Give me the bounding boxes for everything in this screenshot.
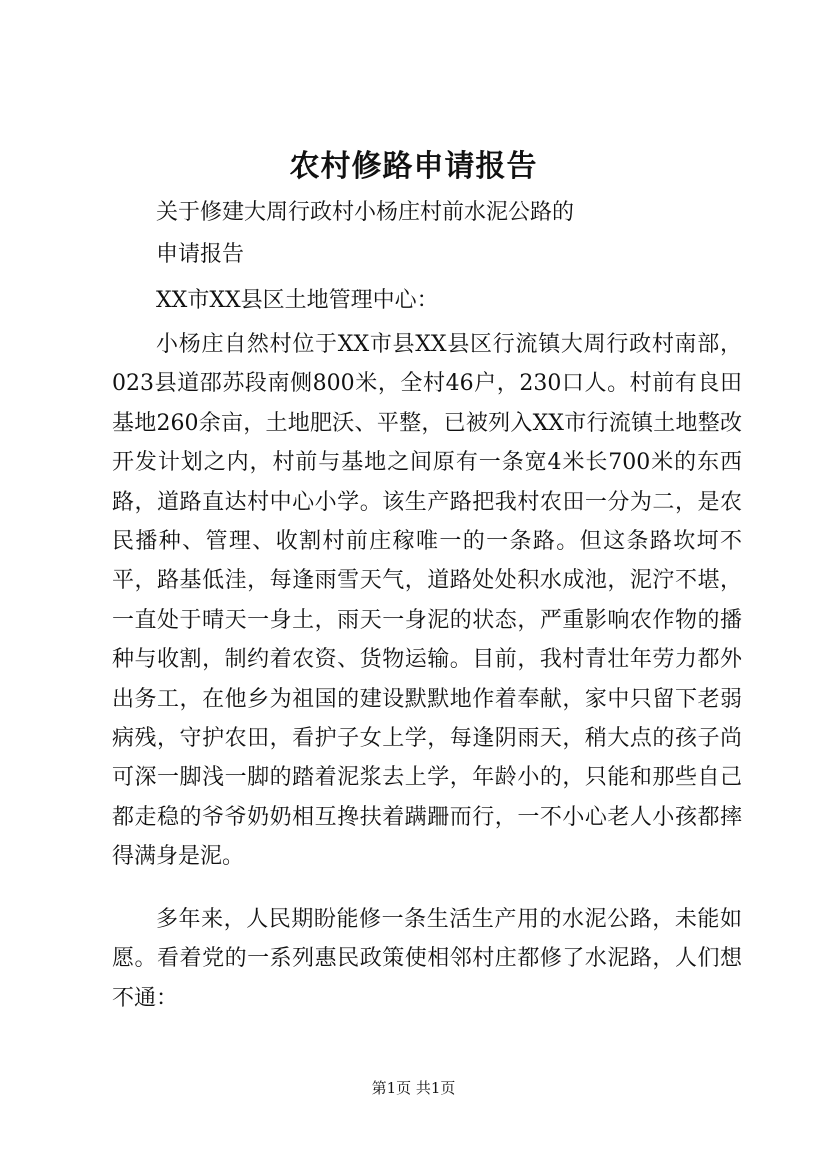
- document-title: 农村修路申请报告: [289, 149, 538, 184]
- subtitle-line-1: 关于修建大周行政村小杨庄村前水泥公路的: [156, 200, 575, 225]
- page-footer: 第1页 共1页: [371, 1079, 456, 1097]
- body-paragraph-1: 小杨庄自然村位于XX市县XX县区行流镇大周行政村南部，023县道邵苏段南侧800米，全村46户，230口人。村前有良田基地260余亩，土地肥沃、平整，已被列入XX市行流镇土地整改开发计划之内，村前与基地之间原有一条宽4米长700米的东西路，道路直达村中心小学。该生产路把我村农田一分为二，是农民播种、管理、收割村前庄稼唯一的一条路。但这条路坎坷不平，路基低洼，每逢雨雪天气，道路处处积水成池，泥泞不堪，一直处于晴天一身土，雨天一身泥的状态，严重影响农作物的播种与收割，制约着农资、货物运输。目前，我村青壮年劳力都外出务工，在他乡为祖国的建设默默地作着奉献，家中只留下老弱病残，守护农田，看护子女上学，每逢阴雨天，稍大点的孩子尚可深一脚浅一脚的踏着泥浆去上学，年龄小的，只能和那些自己都走稳的爷爷奶奶相互搀扶着蹒跚而行，一不小心老人小孩都摔得满身是泥。: [112, 332, 742, 870]
- addressee: XX市XX县区土地管理中心：: [156, 288, 439, 313]
- subtitle-line-2: 申请报告: [156, 242, 245, 267]
- body-paragraph-2: 多年来，人民期盼能修一条生活生产用的水泥公路，未能如愿。看着党的一系列惠民政策使相邻村庄都修了水泥路，人们想不通：: [112, 907, 742, 1011]
